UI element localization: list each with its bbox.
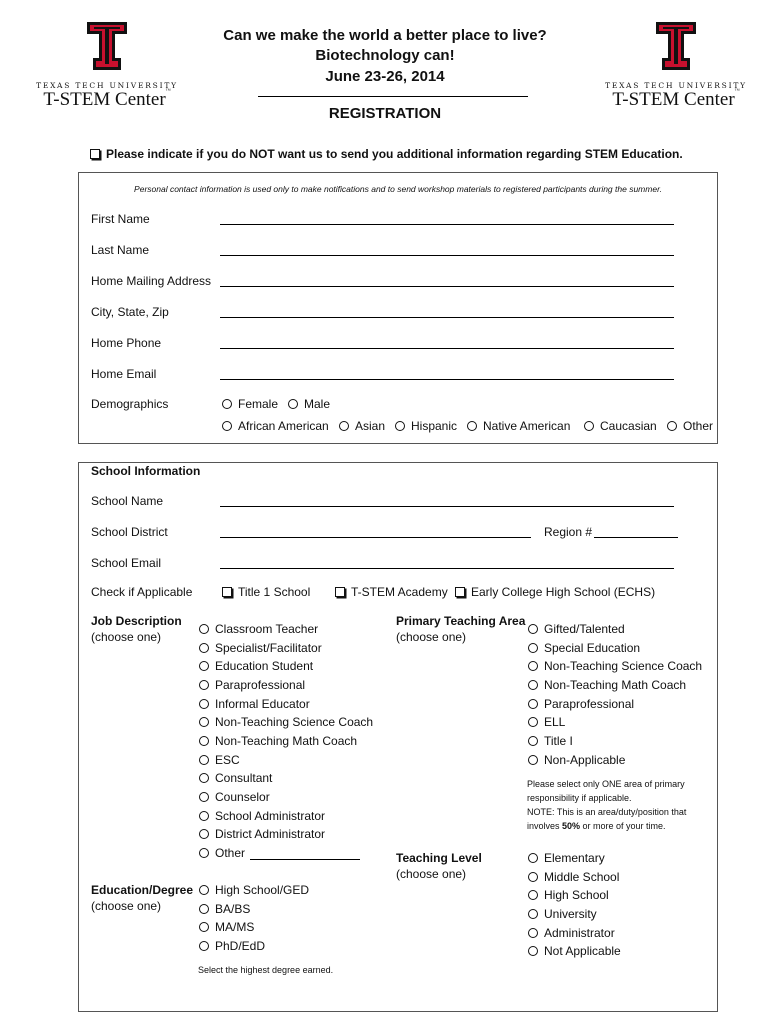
radio-icon bbox=[199, 773, 209, 783]
teaching-level-label: Teaching Level bbox=[396, 851, 482, 865]
teaching-area-option[interactable]: Non-Applicable bbox=[528, 753, 625, 767]
radio-icon bbox=[199, 699, 209, 709]
school-email-field[interactable] bbox=[220, 568, 674, 569]
school-name-field[interactable] bbox=[220, 506, 674, 507]
job-option[interactable]: Classroom Teacher bbox=[199, 622, 318, 636]
city-state-zip-label: City, State, Zip bbox=[91, 305, 169, 319]
job-option[interactable]: Other bbox=[199, 846, 245, 860]
radio-icon bbox=[584, 421, 594, 431]
last-name-field[interactable] bbox=[220, 255, 674, 256]
teaching-level-option[interactable]: Administrator bbox=[528, 926, 615, 940]
education-option[interactable]: High School/GED bbox=[199, 883, 309, 897]
school-district-field[interactable] bbox=[220, 537, 531, 538]
ethnicity-option-asian[interactable]: Asian bbox=[339, 419, 385, 433]
checkbox-icon bbox=[90, 149, 100, 159]
gender-option-male[interactable]: Male bbox=[288, 397, 330, 411]
school-section bbox=[78, 462, 718, 1012]
job-option[interactable]: Informal Educator bbox=[199, 697, 310, 711]
job-option[interactable]: ESC bbox=[199, 753, 240, 767]
radio-icon bbox=[528, 736, 538, 746]
first-name-label: First Name bbox=[91, 212, 150, 226]
radio-icon bbox=[528, 624, 538, 634]
radio-icon bbox=[199, 661, 209, 671]
school-district-label: School District bbox=[91, 525, 168, 539]
teaching-level-sub: (choose one) bbox=[396, 867, 467, 881]
education-option[interactable]: BA/BS bbox=[199, 902, 250, 916]
radio-icon bbox=[288, 399, 298, 409]
teaching-level-option[interactable]: Middle School bbox=[528, 870, 619, 884]
radio-icon bbox=[528, 643, 538, 653]
teaching-level-option[interactable]: High School bbox=[528, 888, 609, 902]
header-line-3: June 23-26, 2014 bbox=[325, 68, 445, 85]
teaching-area-option[interactable]: Gifted/Talented bbox=[528, 622, 625, 636]
radio-icon bbox=[199, 885, 209, 895]
header-line-1: Can we make the world a better place to live? bbox=[223, 27, 547, 44]
radio-icon bbox=[199, 829, 209, 839]
radio-icon bbox=[222, 399, 232, 409]
job-option[interactable]: Consultant bbox=[199, 771, 272, 785]
job-option[interactable]: Non-Teaching Math Coach bbox=[199, 734, 357, 748]
radio-icon bbox=[528, 717, 538, 727]
education-option[interactable]: MA/MS bbox=[199, 920, 254, 934]
job-option[interactable]: Specialist/Facilitator bbox=[199, 641, 322, 655]
optout-checkbox[interactable]: Please indicate if you do NOT want us to send you additional information regarding STEM Education. bbox=[90, 147, 683, 161]
radio-icon bbox=[467, 421, 477, 431]
ethnicity-option-native-american[interactable]: Native American bbox=[467, 419, 570, 433]
radio-icon bbox=[339, 421, 349, 431]
teaching-level-option[interactable]: University bbox=[528, 907, 597, 921]
job-option[interactable]: District Administrator bbox=[199, 827, 325, 841]
job-description-sub: (choose one) bbox=[91, 630, 162, 644]
center-name: T-STEM Center™ bbox=[43, 89, 171, 110]
radio-icon bbox=[199, 941, 209, 951]
radio-icon bbox=[199, 717, 209, 727]
radio-icon bbox=[528, 853, 538, 863]
ethnicity-option-other[interactable]: Other bbox=[667, 419, 713, 433]
radio-icon bbox=[199, 680, 209, 690]
radio-icon bbox=[199, 904, 209, 914]
first-name-field[interactable] bbox=[220, 224, 674, 225]
school-info-heading: School Information bbox=[91, 464, 201, 478]
education-label: Education/Degree bbox=[91, 883, 194, 897]
region-field[interactable] bbox=[594, 537, 678, 538]
teaching-area-label: Primary Teaching Area bbox=[396, 614, 526, 628]
radio-icon bbox=[528, 909, 538, 919]
radio-icon bbox=[528, 890, 538, 900]
radio-icon bbox=[199, 848, 209, 858]
home-email-label: Home Email bbox=[91, 367, 157, 381]
job-option[interactable]: School Administrator bbox=[199, 809, 325, 823]
radio-icon bbox=[199, 736, 209, 746]
radio-icon bbox=[395, 421, 405, 431]
teaching-level-option[interactable]: Not Applicable bbox=[528, 944, 621, 958]
page-title: REGISTRATION bbox=[328, 105, 442, 122]
radio-icon bbox=[528, 946, 538, 956]
job-option[interactable]: Education Student bbox=[199, 659, 313, 673]
radio-icon bbox=[528, 872, 538, 882]
radio-icon bbox=[199, 755, 209, 765]
demographics-label: Demographics bbox=[91, 397, 169, 411]
radio-icon bbox=[528, 699, 538, 709]
last-name-label: Last Name bbox=[91, 243, 150, 257]
job-option[interactable]: Non-Teaching Science Coach bbox=[199, 715, 373, 729]
check-echs[interactable]: Early College High School (ECHS) bbox=[455, 585, 655, 599]
checkbox-icon bbox=[455, 587, 465, 597]
school-email-label: School Email bbox=[91, 556, 162, 570]
university-name: TEXAS TECH UNIVERSITY bbox=[605, 81, 747, 90]
home-phone-label: Home Phone bbox=[91, 336, 162, 350]
gender-option-female[interactable]: Female bbox=[222, 397, 278, 411]
check-tstem-academy[interactable]: T-STEM Academy bbox=[335, 585, 448, 599]
home-phone-field[interactable] bbox=[220, 348, 674, 349]
radio-icon bbox=[667, 421, 677, 431]
check-applicable-label: Check if Applicable bbox=[91, 585, 193, 599]
center-name: T-STEM Center™ bbox=[612, 89, 740, 110]
education-sub: (choose one) bbox=[91, 899, 162, 913]
radio-icon bbox=[528, 928, 538, 938]
checkbox-icon bbox=[335, 587, 345, 597]
teaching-area-option[interactable]: Non-Teaching Math Coach bbox=[528, 678, 686, 692]
header-line-2: Biotechnology can! bbox=[315, 47, 455, 64]
radio-icon bbox=[199, 792, 209, 802]
teaching-area-option[interactable]: Non-Teaching Science Coach bbox=[528, 659, 702, 673]
education-option[interactable]: PhD/EdD bbox=[199, 939, 265, 953]
teaching-area-option[interactable]: ELL bbox=[528, 715, 565, 729]
teaching-area-sub: (choose one) bbox=[396, 630, 467, 644]
teaching-area-option[interactable]: Special Education bbox=[528, 641, 640, 655]
education-note: Select the highest degree earned. bbox=[198, 965, 334, 975]
ethnicity-option-hispanic[interactable]: Hispanic bbox=[395, 419, 457, 433]
ethnicity-option-african-american[interactable]: African American bbox=[222, 419, 329, 433]
job-description-label: Job Description bbox=[91, 614, 182, 628]
radio-icon bbox=[222, 421, 232, 431]
contact-section bbox=[78, 172, 718, 444]
radio-icon bbox=[199, 624, 209, 634]
radio-icon bbox=[199, 643, 209, 653]
radio-icon bbox=[528, 680, 538, 690]
teaching-area-option[interactable]: Paraprofessional bbox=[528, 697, 634, 711]
checkbox-icon bbox=[222, 587, 232, 597]
home-email-field[interactable] bbox=[220, 379, 674, 380]
teaching-area-note: Please select only ONE area of primary responsibility if applicable. NOTE: This is an area/duty/position that involves 50% or more of your time. bbox=[527, 779, 687, 831]
city-state-zip-field[interactable] bbox=[220, 317, 674, 318]
radio-icon bbox=[528, 755, 538, 765]
teaching-level-option[interactable]: Elementary bbox=[528, 851, 605, 865]
radio-icon bbox=[199, 811, 209, 821]
job-other-field[interactable] bbox=[250, 859, 360, 860]
mailing-address-label: Home Mailing Address bbox=[91, 274, 212, 288]
radio-icon bbox=[199, 922, 209, 932]
university-name: TEXAS TECH UNIVERSITY bbox=[36, 81, 178, 90]
check-title1[interactable]: Title 1 School bbox=[222, 585, 310, 599]
radio-icon bbox=[528, 661, 538, 671]
region-label: Region # bbox=[544, 525, 593, 539]
ethnicity-option-caucasian[interactable]: Caucasian bbox=[584, 419, 657, 433]
job-option[interactable]: Paraprofessional bbox=[199, 678, 305, 692]
school-name-label: School Name bbox=[91, 494, 164, 508]
mailing-address-field[interactable] bbox=[220, 286, 674, 287]
contact-note: Personal contact information is used only to make notifications and to send workshop materials to registered participants during the summer. bbox=[134, 184, 662, 194]
job-option[interactable]: Counselor bbox=[199, 790, 270, 804]
header-divider bbox=[258, 96, 528, 97]
teaching-area-option[interactable]: Title I bbox=[528, 734, 573, 748]
